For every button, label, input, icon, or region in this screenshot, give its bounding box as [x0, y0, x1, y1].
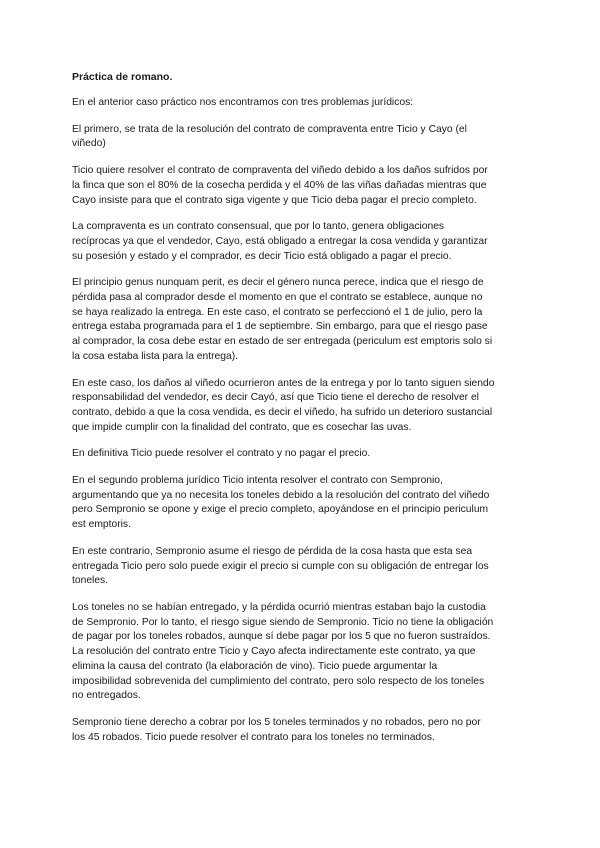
- paragraph-second-problem: En el segundo problema jurídico Ticio intenta resolver el contrato con Sempronio, argumentando que ya no necesita los toneles debido a la resolución del contrato del viñedo pero Sempronio se opone y exige el precio completo, apoyándose en el principio periculum est emptoris.: [72, 475, 490, 531]
- paragraph-danos-vinedo: En este caso, los daños al viñedo ocurrieron antes de la entrega y por lo tanto siguen siendo responsabilidad del vendedor, es decir Cayó, así que Ticio tiene el derecho de resolver el contrato, debido a que la cosa vendida, es decir el viñedo, ha sufrido un deterioro sustancial que impide cumplir con la finalidad del contrato, que es cosechar las uvas.: [72, 377, 495, 433]
- paragraph-compraventa: La compraventa es un contrato consensual, que por lo tanto, genera obligaciones recíprocas ya que el vendedor, Cayo, está obligado a entregar la cosa vendida y garantizar su posesión y estado y el comprador, es decir Ticio está obligado a pagar el precio.: [72, 221, 488, 262]
- document-title: Práctica de romano.: [72, 71, 173, 83]
- paragraph-first-problem: El primero, se trata de la resolución del contrato de compraventa entre Ticio y Cayo (el viñedo): [72, 123, 467, 150]
- paragraph-intro: En el anterior caso práctico nos encontramos con tres problemas jurídicos:: [72, 97, 414, 108]
- paragraph-sempronio-riesgo: En este contrario, Sempronio asume el riesgo de pérdida de la cosa hasta que esta sea entregada Ticio pero solo puede exigir el precio si cumple con su obligación de entregar los toneles.: [72, 545, 489, 587]
- document-body: [72, 70, 532, 757]
- paragraph-ticio-claim: Ticio quiere resolver el contrato de compraventa del viñedo debido a los daños sufridos por la finca que son el 80% de la cosecha perdida y el 40% de las viñas dañadas mientras que Cayo insiste para que el contrato siga vigente y que Ticio deba pagar el precio completo.: [72, 165, 488, 206]
- paragraph-conclusion-second: Sempronio tiene derecho a cobrar por los 5 toneles terminados y no robados, pero no por los 45 robados. Ticio puede resolver el contrato para los toneles no terminados.: [72, 716, 481, 743]
- paragraph-conclusion-first: En definitiva Ticio puede resolver el contrato y no pagar el precio.: [72, 448, 371, 460]
- paragraph-genus-nunquam-perit: El principio genus nunquam perit, es decir el género nunca perece, indica que el riesgo de pérdida pasa al comprador desde el momento en que el contrato se establece, aunque no se haya realizado la entrega. En este caso, el contrato se perfeccionó el 1 de julio, pero la entrega estaba programada para el 1 de septiembre. Sin embargo, para que el riesgo pase al comprador, la cosa debe estar en estado de ser entregada (periculum est emptoris solo si la cosa estaba lista para la entrega).: [72, 277, 493, 362]
- paragraph-toneles: Los toneles no se habían entregado, y la pérdida ocurrió mientras estaban bajo la custodia de Sempronio. Por lo tanto, el riesgo sigue siendo de Sempronio. Ticio no tiene la obligación de pagar por los toneles robados, aunque sí debe pagar por los 5 que no fueron sustraídos. La resolución del contrato entre Ticio y Cayo afecta indirectamente este contrato, ya que elimina la causa del contrato (la elaboración de vino). Ticio puede argumentar la imposibilidad sobrevenida del cumplimiento del contrato, pero solo respecto de los toneles no entregados.: [72, 601, 494, 702]
